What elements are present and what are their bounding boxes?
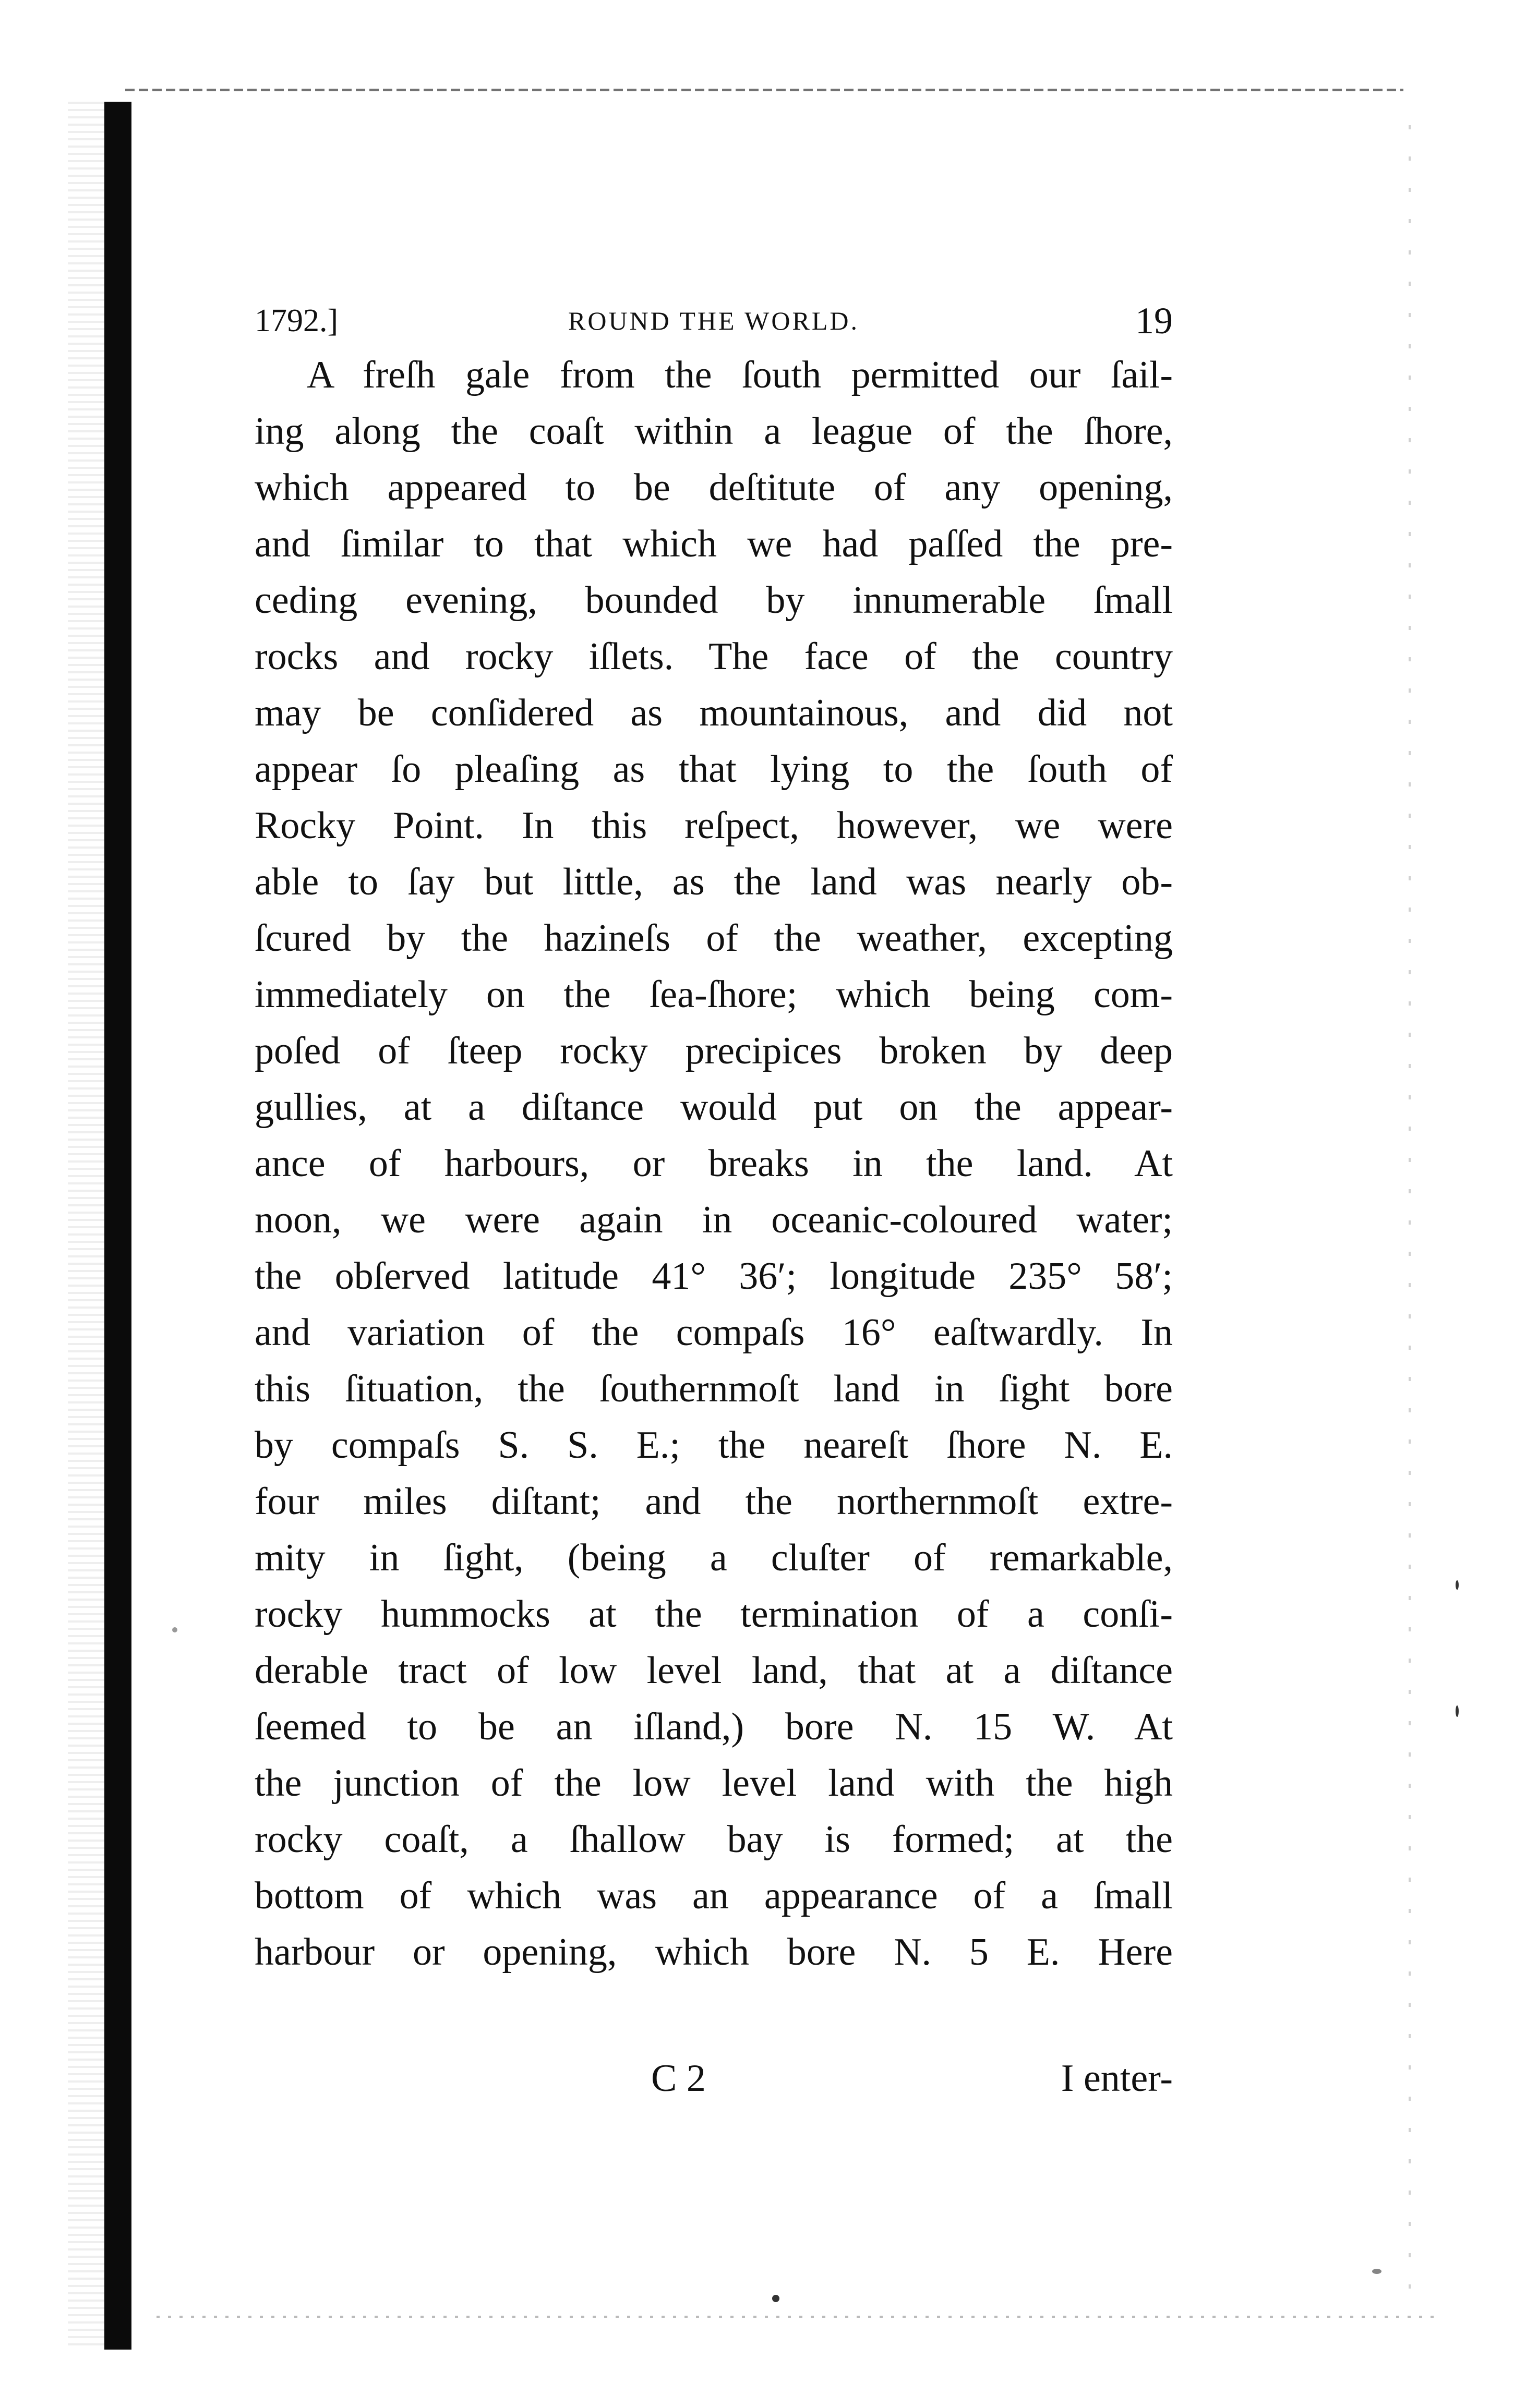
text-line: appear ſo pleaſing as that lying to the ſouth of	[255, 748, 1173, 791]
text-line: ſeemed to be an iſland,) bore N. 15 W. At	[255, 1705, 1173, 1748]
text-line: by compaſs S. S. E.; the neareſt ſhore N. E.	[255, 1424, 1173, 1467]
scan-speck	[1372, 2269, 1381, 2274]
text-line: ſcured by the hazineſs of the weather, excepting	[255, 917, 1173, 960]
page-top-edge	[125, 89, 1403, 91]
page-bottom-edge	[157, 2316, 1435, 2318]
text-line: noon, we were again in oceanic-coloured water;	[255, 1199, 1173, 1241]
catchword: I enter-	[1061, 2057, 1173, 2100]
text-line: mity in ſight, (being a cluſter of remarkable,	[255, 1536, 1173, 1579]
scan-speck	[1456, 1705, 1459, 1717]
text-line: gullies, at a diſtance would put on the appear-	[255, 1086, 1173, 1129]
text-line: bottom of which was an appearance of a ſmall	[255, 1874, 1173, 1917]
scan-speck	[772, 2295, 779, 2302]
text-line: harbour or opening, which bore N. 5 E. Here	[255, 1931, 1173, 1974]
text-line: Rocky Point. In this reſpect, however, we were	[255, 804, 1173, 847]
scan-speck	[1456, 1580, 1459, 1590]
body-text	[255, 347, 1173, 1980]
text-line: the junction of the low level land with the high	[255, 1762, 1173, 1805]
running-head-year: 1792.]	[255, 303, 339, 338]
page-right-edge	[1409, 125, 1411, 2290]
scan-speck	[172, 1627, 177, 1632]
text-line: immediately on the ſea-ſhore; which being com-	[255, 973, 1173, 1016]
text-line: four miles diſtant; and the northernmoſt extre-	[255, 1480, 1173, 1523]
text-line: this ſituation, the ſouthernmoſt land in ſight bore	[255, 1368, 1173, 1410]
page-number: 19	[1135, 300, 1173, 342]
text-line: ceding evening, bounded by innumerable ſmall	[255, 579, 1173, 622]
page-footer	[255, 2050, 1173, 2107]
text-line: poſed of ſteep rocky precipices broken by deep	[255, 1030, 1173, 1072]
running-head-title: ROUND THE WORLD.	[568, 306, 859, 335]
text-line: which appeared to be deſtitute of any opening,	[255, 466, 1173, 509]
text-line: and ſimilar to that which we had paſſed the pre-	[255, 523, 1173, 565]
text-line: ance of harbours, or breaks in the land. At	[255, 1142, 1173, 1185]
text-line: able to ſay but little, as the land was nearly ob-	[255, 861, 1173, 903]
text-line: rocky hummocks at the termination of a conſi-	[255, 1593, 1173, 1636]
text-line: and variation of the compaſs 16° eaſtwardly. In	[255, 1311, 1173, 1354]
scan-shadow	[68, 102, 104, 2350]
book-spine-edge	[104, 102, 131, 2350]
text-line: rocky coaſt, a ſhallow bay is formed; at the	[255, 1818, 1173, 1861]
text-line: may be conſidered as mountainous, and did not	[255, 692, 1173, 734]
running-head	[255, 295, 1173, 347]
text-line: ing along the coaſt within a league of the ſhore,	[255, 410, 1173, 453]
signature-mark: C 2	[651, 2057, 706, 2100]
text-line: derable tract of low level land, that at a diſtance	[255, 1649, 1173, 1692]
text-line: rocks and rocky iſlets. The face of the country	[255, 635, 1173, 678]
text-line: A freſh gale from the ſouth permitted our ſail-	[307, 354, 1173, 396]
text-line: the obſerved latitude 41° 36′; longitude 235° 58′;	[255, 1255, 1173, 1298]
